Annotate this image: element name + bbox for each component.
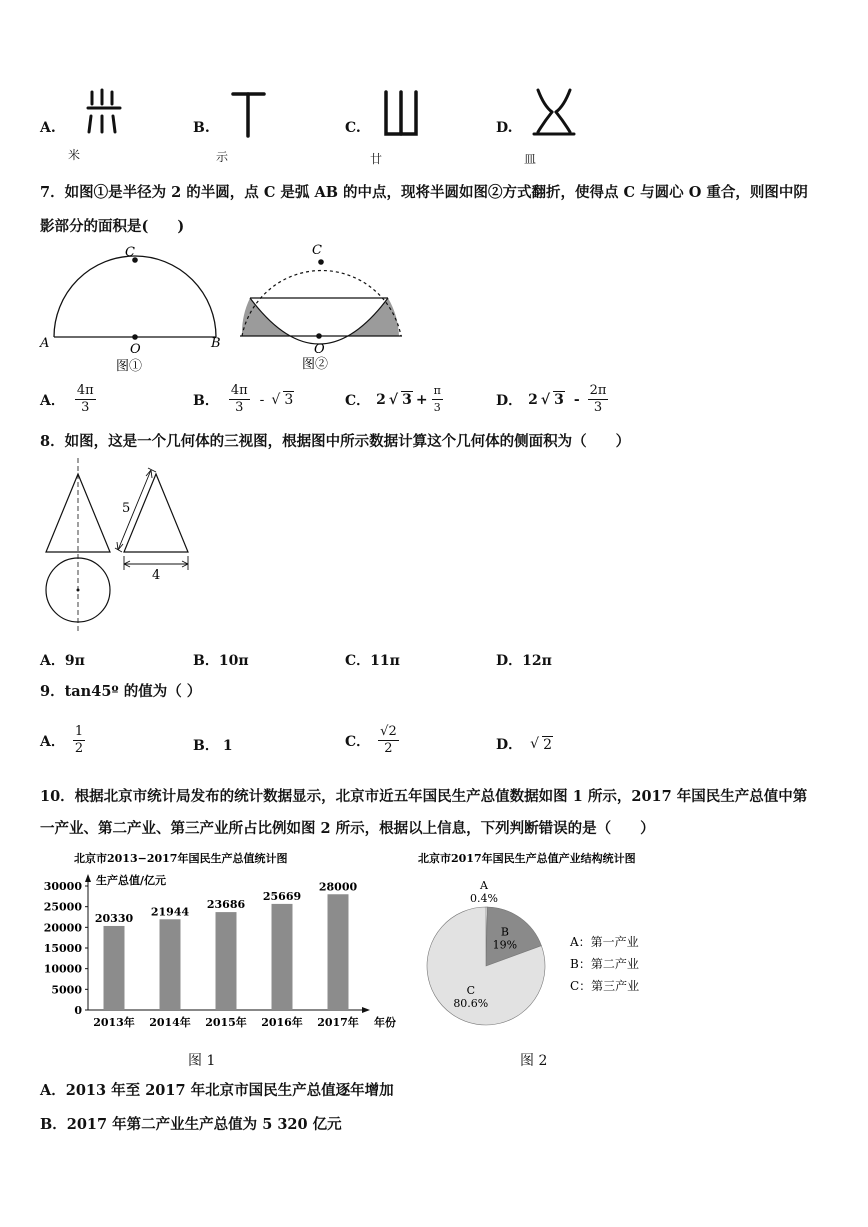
glyph-b-caption: 示 xyxy=(216,150,229,164)
slice-label: A xyxy=(480,879,488,892)
coef: 2 xyxy=(376,391,386,408)
q9-option-c xyxy=(345,724,399,757)
q9-option-b-value: 1 xyxy=(222,738,233,754)
frac-den: 3 xyxy=(235,400,244,415)
y-axis-label: 生产总值/亿元 xyxy=(96,874,167,887)
x-tick-label: 2013年 xyxy=(93,1016,135,1029)
coef: 2 xyxy=(528,391,538,408)
q7-option-c-frac xyxy=(432,383,443,416)
glyph-d-caption: 皿 xyxy=(524,152,537,166)
sqrt-radicand: 2 xyxy=(543,736,552,753)
plus-sign: + xyxy=(415,391,428,408)
frac-den: 3 xyxy=(433,401,441,414)
minus-sign: - xyxy=(259,391,265,408)
fig2-caption: 图② xyxy=(302,357,329,372)
y-tick-label: 30000 xyxy=(43,880,82,893)
bar-value-label: 21944 xyxy=(150,905,190,919)
q7-option-b-frac xyxy=(229,383,250,416)
q9-option-a xyxy=(40,724,85,757)
x-axis-label: 年份 xyxy=(374,1016,396,1029)
y-tick-label: 15000 xyxy=(43,942,82,955)
bar xyxy=(328,894,349,1010)
q7-option-c xyxy=(345,383,443,416)
bar-chart xyxy=(36,846,406,1036)
bar xyxy=(272,904,293,1010)
sqrt-radicand: 3 xyxy=(402,392,412,408)
q8-option-c-value: 11π xyxy=(370,653,400,669)
minus-sign: - xyxy=(573,391,580,408)
x-tick-label: 2014年 xyxy=(149,1016,191,1029)
fig1-caption: 图 1 xyxy=(188,1053,216,1069)
bar-value-label: 25669 xyxy=(262,889,302,903)
frac-den: 3 xyxy=(593,400,603,415)
q8-option-d-letter: D． xyxy=(496,653,523,669)
frac-num: 1 xyxy=(74,724,84,739)
fig2-caption: 图 2 xyxy=(520,1053,548,1069)
q8-option-c-letter: C． xyxy=(345,653,371,669)
fig1-label-c: C xyxy=(125,245,135,260)
fig2-label-o: O xyxy=(314,342,325,357)
q10-option-b: B．2017 年第二产业生产总值为 5 320 亿元 xyxy=(40,1116,342,1133)
y-axis-arrow xyxy=(85,874,91,882)
q9-option-b-letter: B． xyxy=(193,738,219,754)
slice-value-label: 19% xyxy=(492,938,518,952)
q9-option-b xyxy=(193,735,233,755)
option-d-label: D. xyxy=(496,120,513,136)
q7-option-b xyxy=(193,383,294,416)
fig2-label-c: C xyxy=(312,243,322,258)
q7-option-a-letter: A． xyxy=(40,392,65,409)
y-tick-label: 0 xyxy=(74,1004,82,1017)
q9-option-a-frac xyxy=(73,724,85,757)
slice-value-label: 80.6% xyxy=(453,996,489,1010)
fig1-label-o: O xyxy=(130,342,141,357)
q8-option-a xyxy=(40,650,85,670)
pie-title: 北京市2017年国民生产总值产业结构统计图 xyxy=(418,852,636,865)
glyph-a-image xyxy=(82,86,132,138)
bar xyxy=(216,912,237,1010)
glyph-c-image xyxy=(380,86,422,140)
fig1-label-b: B xyxy=(211,336,221,351)
legend-item: B：第二产业 xyxy=(570,957,639,971)
q9-option-c-frac xyxy=(378,724,399,757)
q9-stem: 9．tan45º 的值为（ ） xyxy=(40,683,202,700)
frac-num: 4π xyxy=(230,383,248,398)
y-tick-label: 25000 xyxy=(43,900,82,914)
q9-option-a-letter: A． xyxy=(40,733,65,750)
q9-option-d xyxy=(496,734,553,754)
q8-option-b-value: 10π xyxy=(218,653,249,669)
q9-option-c-letter: C． xyxy=(345,733,371,750)
q7-option-b-letter: B． xyxy=(193,392,219,409)
bar-value-label: 20330 xyxy=(94,911,134,925)
q7-option-d-letter: D． xyxy=(496,392,523,409)
q7-stem-line1: 7．如图①是半径为 2 的半圆，点 C 是弧 AB 的中点，现将半圆如图②方式翻折，使得点 C 与圆心 O 重合，则图中阴 xyxy=(40,184,808,201)
q8-option-d-value: 12π xyxy=(522,653,552,669)
q10-stem-line2: 一产业、第二产业、第三产业所占比例如图 2 所示，根据以上信息，下列判断错误的是（ ） xyxy=(40,820,655,837)
q9-option-d-root: √ 2 xyxy=(530,736,552,753)
q10-option-a: A．2013 年至 2017 年北京市国民生产总值逐年增加 xyxy=(40,1082,394,1099)
q7-stem-line2: 影部分的面积是( ) xyxy=(40,218,185,235)
bar xyxy=(104,926,125,1010)
glyph-d-image xyxy=(530,84,580,140)
option-b-label: B. xyxy=(193,120,210,136)
q8-slant-label: 5 xyxy=(122,501,131,516)
q7-figures xyxy=(36,240,416,375)
frac-num: π xyxy=(432,383,443,400)
q7-option-b-rest: - √ 3 xyxy=(259,391,294,408)
q8-three-views xyxy=(38,456,208,636)
q7-fig1 xyxy=(39,245,221,374)
q8-option-b xyxy=(193,650,249,670)
q8-base-label: 4 xyxy=(152,568,161,583)
y-tick-label: 20000 xyxy=(43,921,82,935)
q7-option-d xyxy=(496,383,608,416)
bar-value-label: 23686 xyxy=(206,898,246,912)
q7-option-a-frac xyxy=(75,383,96,416)
glyph-b-image xyxy=(228,88,268,140)
legend-item: A：第一产业 xyxy=(570,935,639,949)
y-tick-label: 10000 xyxy=(43,962,82,976)
glyph-c-caption: 廿 xyxy=(370,152,383,166)
x-tick-label: 2015年 xyxy=(205,1016,247,1029)
frac-den: 2 xyxy=(384,741,393,756)
x-tick-label: 2017年 xyxy=(317,1016,359,1029)
slice-label: B xyxy=(500,925,509,939)
q8-stem: 8．如图，这是一个几何体的三视图，根据图中所示数据计算这个几何体的侧面积为（ ） xyxy=(40,433,631,450)
q8-option-a-letter: A． xyxy=(40,653,65,669)
glyph-a-caption: 米 xyxy=(68,148,81,162)
frac-num: 2π xyxy=(589,383,607,398)
slice-value-label: 0.4% xyxy=(470,892,498,905)
bar-value-label: 28000 xyxy=(318,880,358,894)
x-tick-label: 2016年 xyxy=(261,1016,303,1029)
fig1-label-a: A xyxy=(40,336,50,351)
legend-item: C：第三产业 xyxy=(570,979,640,993)
sqrt-radicand: 3 xyxy=(284,392,294,408)
option-a-label: A. xyxy=(40,120,56,136)
q8-option-b-letter: B． xyxy=(193,653,219,669)
q7-option-d-frac xyxy=(588,383,609,416)
frac-num: 4π xyxy=(76,383,94,398)
sqrt-radicand: 3 xyxy=(554,392,564,408)
q10-stem-line1: 10．根据北京市统计局发布的统计数据显示，北京市近五年国民生产总值数据如图 1 所示，2017 年国民生产总值中第 xyxy=(40,788,808,805)
q8-option-c xyxy=(345,650,400,670)
q9-option-d-letter: D． xyxy=(496,737,523,753)
bar xyxy=(160,919,181,1010)
chart-title: 北京市2013−2017年国民生产总值统计图 xyxy=(74,852,288,865)
slice-label: C xyxy=(466,983,476,997)
pie-chart xyxy=(410,846,710,1036)
q7-option-d-expr: 2 √ 3 - xyxy=(528,391,580,408)
q7-option-c-expr: 2 √ 3 + xyxy=(376,391,428,408)
q8-option-d xyxy=(496,650,552,670)
fig1-caption: 图① xyxy=(116,359,143,374)
frac-den: 3 xyxy=(81,400,90,415)
frac-num: √2 xyxy=(380,724,397,739)
y-tick-label: 5000 xyxy=(51,983,82,997)
q8-option-a-value: 9π xyxy=(64,653,85,669)
q7-option-c-letter: C． xyxy=(345,392,371,409)
option-c-label: C. xyxy=(345,120,361,136)
frac-den: 2 xyxy=(74,741,84,756)
q7-fig2 xyxy=(240,243,402,372)
q7-option-a xyxy=(40,383,96,416)
x-axis-arrow xyxy=(362,1007,370,1013)
